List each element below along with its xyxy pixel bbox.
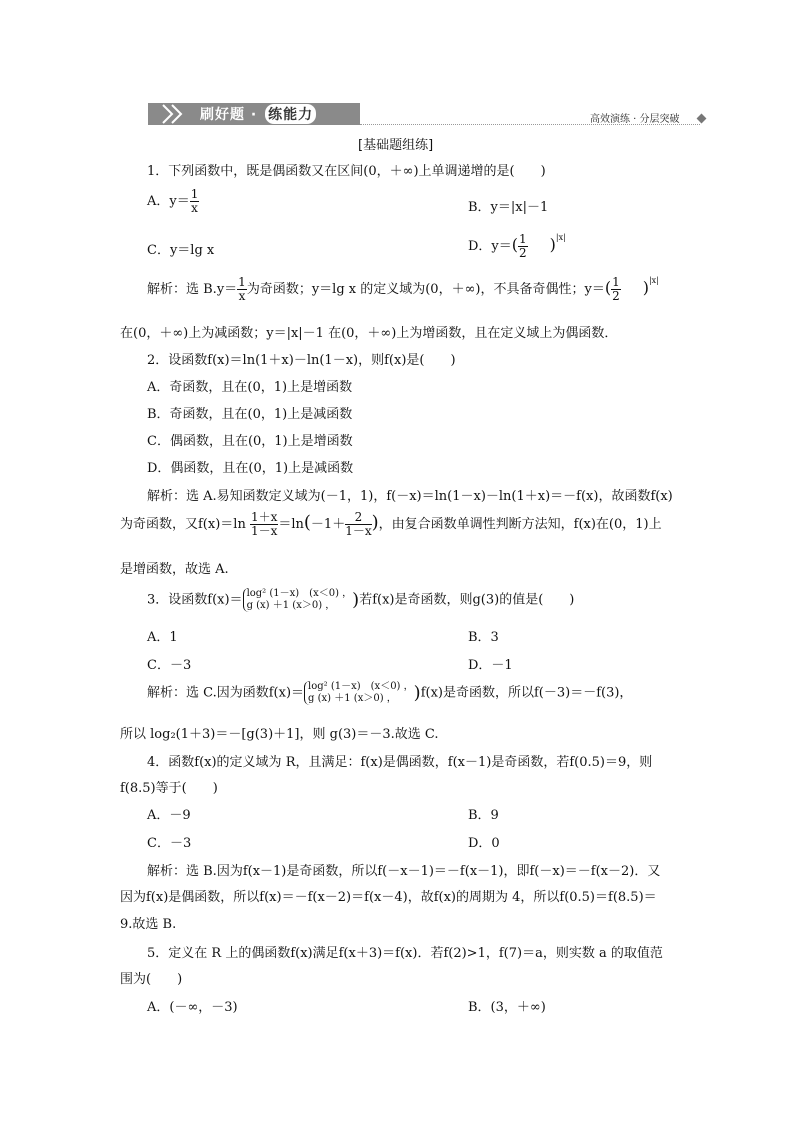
banner-main-text: 刷好题 · xyxy=(200,107,264,123)
q2-solution-line2: 为奇函数，又f(x)＝ln $\frac{1+x}{1-x}$ ＝ln(－1＋ $\frac{2}{1-x}$ )，由复合函数单调性判断方法知，f(x)在(0，1)上 xyxy=(120,510,662,538)
q3-stem: 3．设函数f(x)＝ log² (1－x) (x＜0) ， g (x) ＋1 (x＞0) ， )若f(x)是奇函数，则g(3)的值是( ) xyxy=(147,588,575,611)
q1-solution-line1: 解析：选 B.y＝ $\frac{1}{x}$ 为奇函数；y＝lg x 的定义域为(0，＋∞)，不具备奇偶性；y＝( $\frac{1}{2}$ )$^{|x|}$ xyxy=(147,275,659,303)
q4-stem-line1: 4．函数f(x)的定义域为 R，且满足：f(x)是偶函数，f(x－1)是奇函数，若f(0.5)＝9，则 xyxy=(147,755,653,770)
q2-sol-text-c: －1＋ xyxy=(310,517,346,532)
q4-option-d: D．0 xyxy=(468,836,500,851)
q1-option-d: D．y＝( $\frac{1}{2}$ )$^{|x|}$ xyxy=(468,232,566,260)
q2-solution-line1: 解析：选 A.易知函数定义域为(－1，1)，f(－x)＝ln(1－x)－ln(1＋x)＝－f(x)，故函数f(x) xyxy=(147,489,673,504)
q2-sol-num2: 2 xyxy=(345,511,371,525)
q1-option-c: C．y＝lg x xyxy=(147,243,215,258)
q3-option-b: B．3 xyxy=(468,630,499,645)
q2-sol-text-a: 为奇函数，又f(x)＝ln xyxy=(120,517,250,532)
q1-option-b: B．y＝|x|－1 xyxy=(468,200,549,215)
q1-sol-den: x xyxy=(238,289,246,303)
q3-stem-b: 若f(x)是奇函数，则g(3)的值是( ) xyxy=(359,592,575,608)
q3-option-d: D．－1 xyxy=(468,658,513,673)
q1-a-fraction xyxy=(190,188,200,215)
q4-solution-line3: 9.故选 B. xyxy=(120,917,177,932)
banner-title xyxy=(200,104,316,124)
q3-option-c: C．－3 xyxy=(147,658,192,673)
q5-option-b: B．(3，＋∞) xyxy=(468,1000,546,1015)
q1-d-num: 1 xyxy=(519,232,527,246)
q1-sol-fraction xyxy=(237,276,247,303)
q2-option-c: C．偶函数，且在(0，1)上是增函数 xyxy=(147,434,353,449)
q2-solution-line3: 是增函数，故选 A. xyxy=(120,562,229,577)
q1-sol-num2: 1 xyxy=(612,275,620,289)
q1-sol-text-a: 解析：选 B.y＝ xyxy=(147,282,238,297)
q1-sol-num: 1 xyxy=(238,275,246,289)
q1-a-den: x xyxy=(191,201,198,215)
q3-case2: g (x) ＋1 (x＞0) ， xyxy=(246,600,336,611)
q2-sol-text-d: ，由复合函数单调性判断方法知，f(x)在(0，1)上 xyxy=(378,517,662,532)
section-title: [基础题组练] xyxy=(358,138,434,153)
q1-sol-den2: 2 xyxy=(612,289,620,303)
chevron-right-icon xyxy=(160,103,186,125)
q1-a-num: 1 xyxy=(190,187,199,201)
q1-option-a xyxy=(147,188,199,215)
q5-stem-line1: 5．定义在 R 上的偶函数f(x)满足f(x＋3)＝f(x)．若f(2)>1，f(7)＝a，则实数 a 的取值范 xyxy=(147,946,663,961)
q3-solution-line1: 解析：选 C.因为函数f(x)＝ log² (1－x) (x＜0) ， g (x) ＋1 (x＞0) ， )f(x)是奇函数，所以f(－3)＝－f(3)， xyxy=(147,681,633,704)
q1-solution-line2: 在(0，＋∞)上为减函数；y＝|x|－1 在(0，＋∞)上为增函数，且在定义域上为偶函数． xyxy=(120,326,618,341)
q2-sol-num1: 1＋x xyxy=(250,510,278,524)
q1-sol-power: |x| xyxy=(648,276,659,285)
q3-sol-case1: log² (1－x) (x＜0) ， xyxy=(308,681,414,692)
q2-option-d: D．偶函数，且在(0，1)上是减函数 xyxy=(147,461,354,476)
q2-sol-fraction2 xyxy=(345,511,371,538)
q1-d-den: 2 xyxy=(519,246,527,260)
q3-case1: log² (1－x) (x＜0) ， xyxy=(246,588,353,599)
q4-option-c: C．－3 xyxy=(147,836,192,851)
q4-stem-line2: f(8.5)等于( ) xyxy=(120,781,218,796)
q3-sol-text-a: 解析：选 C.因为函数f(x)＝ xyxy=(147,685,305,701)
q2-sol-den1: 1－x xyxy=(250,524,278,538)
q3-sol-case2: g (x) ＋1 (x＞0) ， xyxy=(308,693,397,704)
q1-d-fraction xyxy=(518,233,528,260)
q4-option-b: B．9 xyxy=(468,808,499,823)
q2-option-b: B．奇函数，且在(0，1)上是减函数 xyxy=(147,407,353,422)
q3-option-a: A．1 xyxy=(147,630,178,645)
diamond-icon xyxy=(697,114,707,124)
q1-stem: 1．下列函数中，既是偶函数又在区间(0，＋∞)上单调递增的是( ) xyxy=(147,164,546,179)
q1-a-text: A．y＝ xyxy=(147,194,190,209)
q4-solution-line2: 因为f(x)是偶函数，所以f(x)＝－f(x－2)＝f(x－4)，故f(x)的周期为 4，所以f(0.5)＝f(8.5)＝ xyxy=(120,890,657,905)
q1-d-power: |x| xyxy=(555,233,566,242)
q2-sol-fraction1 xyxy=(250,511,278,538)
q1-sol-fraction2 xyxy=(611,276,621,303)
q2-option-a: A．奇函数，且在(0，1)上是增函数 xyxy=(147,380,353,395)
q3-sol-piecewise xyxy=(304,681,414,705)
q2-sol-den2: 1－x xyxy=(345,524,372,538)
q3-stem-a: 3．设函数f(x)＝ xyxy=(147,592,243,608)
q4-option-a: A．－9 xyxy=(147,808,191,823)
q2-stem: 2．设函数f(x)＝ln(1＋x)－ln(1－x)，则f(x)是( ) xyxy=(147,353,456,368)
q1-d-text: D．y＝ xyxy=(468,239,512,254)
header-tag: 高效演练 · 分层突破 xyxy=(590,114,680,125)
q3-solution-line2: 所以 log₂(1＋3)＝－[g(3)＋1]，则 g(3)＝－3.故选 C. xyxy=(120,727,439,742)
banner-highlight-text: 练能力 xyxy=(265,104,316,124)
q2-sol-text-b: ＝ln xyxy=(278,517,304,532)
q5-stem-line2: 围为( ) xyxy=(120,972,183,987)
q4-solution-line1: 解析：选 B.因为f(x－1)是奇函数，所以f(－x－1)＝－f(x－1)，即f(－x)＝－f(x－2)．又 xyxy=(147,864,661,879)
q3-sol-text-b: f(x)是奇函数，所以f(－3)＝－f(3)， xyxy=(420,685,633,701)
q1-sol-text-b: 为奇函数；y＝lg x 的定义域为(0，＋∞)，不具备奇偶性；y＝ xyxy=(246,282,605,297)
q5-option-a: A．(－∞，－3) xyxy=(147,1000,238,1015)
q3-piecewise xyxy=(243,588,353,612)
